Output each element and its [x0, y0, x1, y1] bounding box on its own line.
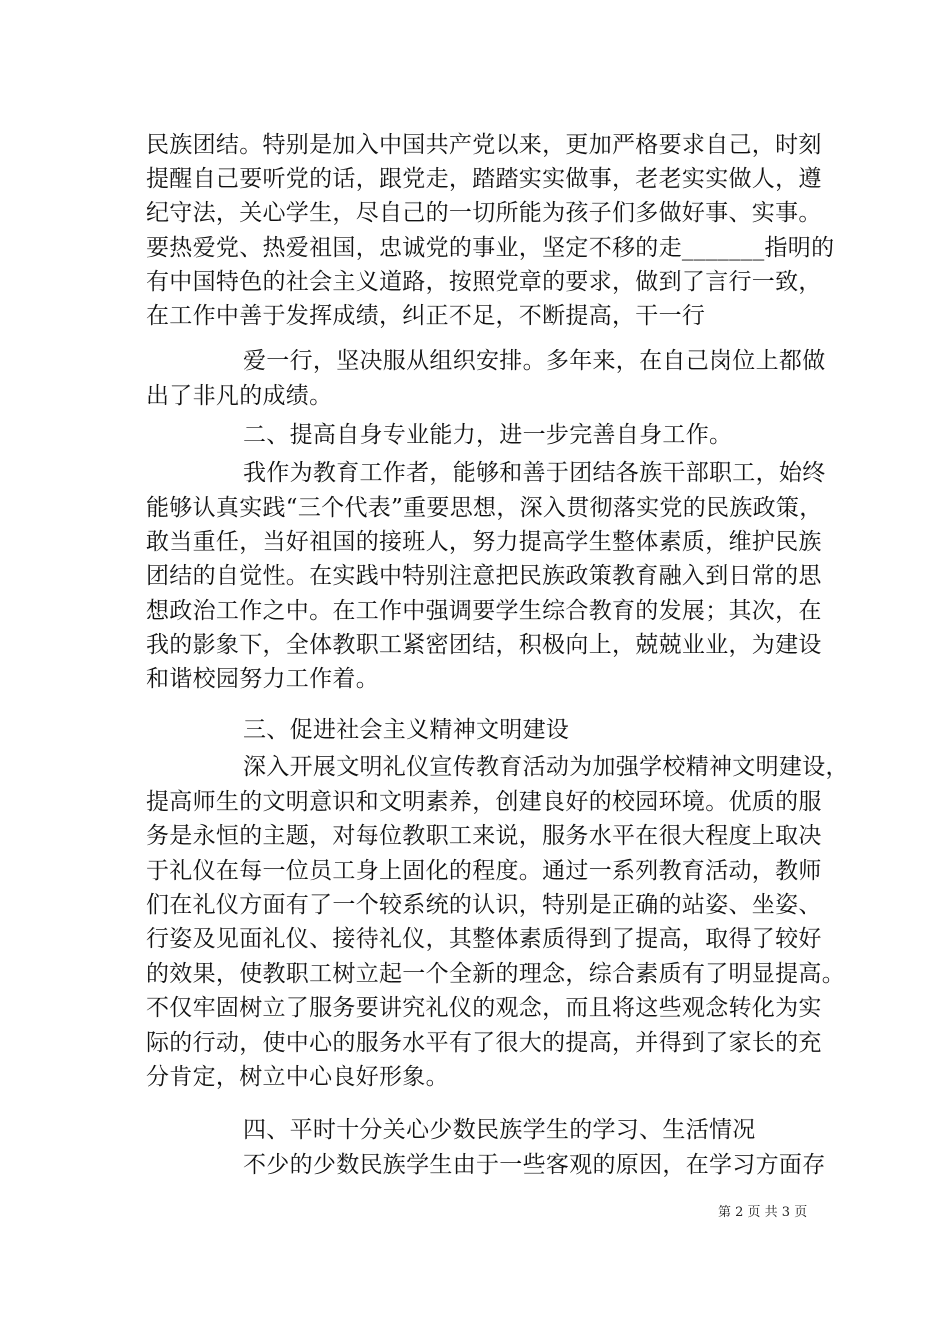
text-line-13: 团结的自觉性。在实践中特别注意把民族政策教育融入到日常的思 — [146, 563, 822, 589]
section-heading-4: 四、平时十分关心少数民族学生的学习、生活情况 — [243, 1117, 756, 1143]
text-line-20: 务是永恒的主题，对每位教职工来说，服务水平在很大程度上取决 — [146, 823, 822, 849]
text-line-24: 的效果，使教职工树立起一个全新的理念，综合素质有了明显提高。 — [146, 961, 845, 987]
text-line-6: 在工作中善于发挥成绩，纠正不足，不断提高，干一行 — [146, 303, 706, 329]
text-line-21: 于礼仪在每一位员工身上固化的程度。通过一系列教育活动，教师 — [146, 858, 822, 884]
text-line-26: 际的行动，使中心的服务水平有了很大的提高，并得到了家长的充 — [146, 1030, 822, 1056]
text-line-29: 不少的少数民族学生由于一些客观的原因，在学习方面存 — [243, 1152, 826, 1178]
text-line-18: 深入开展文明礼仪宣传教育活动为加强学校精神文明建设， — [243, 754, 849, 780]
text-line-25: 不仅牢固树立了服务要讲究礼仪的观念，而且将这些观念转化为实 — [146, 995, 822, 1021]
text-line-27: 分肯定，树立中心良好形象。 — [146, 1064, 449, 1090]
text-line-10: 我作为教育工作者，能够和善于团结各族干部职工，始终 — [243, 460, 826, 486]
text-line-4: 要热爱党、热爱祖国，忠诚党的事业，坚定不移的走_______指明的 — [146, 235, 835, 261]
text-line-23: 行姿及见面礼仪、接待礼仪，其整体素质得到了提高，取得了较好 — [146, 926, 822, 952]
text-line-11: 能够认真实践“三个代表”重要思想，深入贯彻落实党的民族政策， — [146, 495, 823, 521]
text-line-5: 有中国特色的社会主义道路，按照党章的要求，做到了言行一致， — [146, 269, 822, 295]
text-line-8: 出了非凡的成绩。 — [146, 383, 333, 409]
section-heading-3: 三、促进社会主义精神文明建设 — [243, 717, 570, 743]
text-line-19: 提高师生的文明意识和文明素养，创建良好的校园环境。优质的服 — [146, 789, 822, 815]
section-heading-2: 二、提高自身专业能力，进一步完善自身工作。 — [243, 422, 733, 448]
text-line-7: 爱一行，坚决服从组织安排。多年来，在自己岗位上都做 — [243, 348, 826, 374]
text-line-15: 我的影象下，全体教职工紧密团结，积极向上，兢兢业业，为建设 — [146, 632, 822, 658]
text-line-14: 想政治工作之中。在工作中强调要学生综合教育的发展；其次，在 — [146, 598, 822, 624]
text-line-22: 们在礼仪方面有了一个较系统的认识，特别是正确的站姿、坐姿、 — [146, 892, 822, 918]
text-line-3: 纪守法，关心学生，尽自己的一切所能为孩子们多做好事、实事。 — [146, 200, 822, 226]
text-line-12: 敢当重任，当好祖国的接班人，努力提高学生整体素质，维护民族 — [146, 529, 822, 555]
text-line-2: 提醒自己要听党的话，跟党走，踏踏实实做事，老老实实做人，遵 — [146, 166, 822, 192]
page-number-footer: 第 2 页 共 3 页 — [718, 1205, 808, 1220]
text-line-1: 民族团结。特别是加入中国共产党以来，更加严格要求自己，时刻 — [146, 132, 822, 158]
text-line-16: 和谐校园努力工作着。 — [146, 666, 379, 692]
